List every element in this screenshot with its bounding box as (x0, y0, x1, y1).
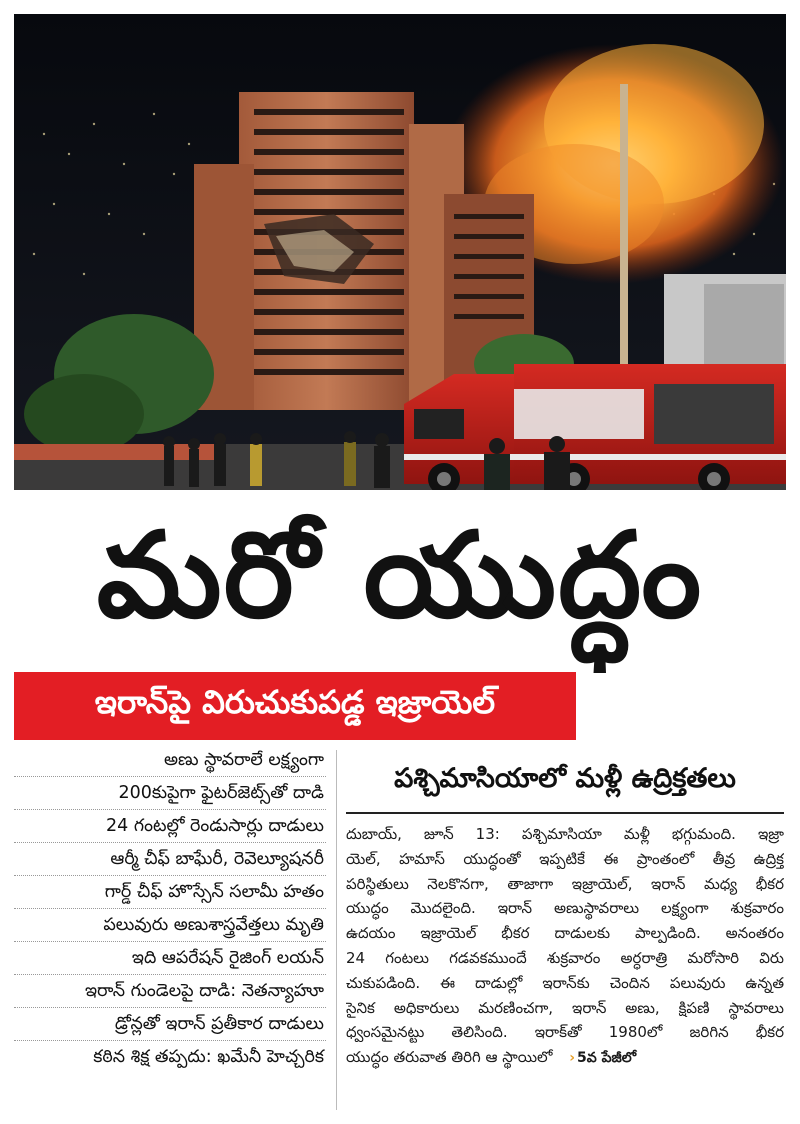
story-line: సైనిక అధికారులు మరణించగా, ఇరాన్ అణు, క్షిపణి స్థావరాలు (346, 998, 784, 1017)
story-last-text: యుద్ధం తరువాత తిరిగి ఆ స్థాయిలో (346, 1048, 553, 1067)
story-body (346, 822, 784, 1071)
story-line: పరిస్థితులు నెలకొనగా, తాజాగా ఇజ్రాయెల్, ఇరాన్ మధ్య భీకర (346, 874, 784, 893)
bullet-item: గార్డ్ చీఫ్ హొస్సేన్ సలామీ హతం (14, 876, 326, 909)
story-line: చుకుపడింది. ఈ దాడుల్లో ఇరాన్‌కు చెందిన పలువురు ఉన్నత (346, 973, 784, 992)
bullet-item: ఇది ఆపరేషన్ రైజింగ్ లయన్ (14, 942, 326, 975)
story-line: 24 గంటలు గడవకముందే శుక్రవారం అర్ధరాత్రి మరోసారి విరు (346, 948, 784, 967)
bullet-item: కఠిన శిక్ష తప్పదు: ఖమేనీ హెచ్చరిక (93, 1047, 324, 1067)
bullet-item: 24 గంటల్లో రెండుసార్లు దాడులు (14, 810, 326, 843)
bullet-item: 200కుపైగా ఫైటర్‌జెట్స్‌తో దాడి (14, 777, 326, 810)
continued-page-label: 5వ పేజీలో (577, 1050, 637, 1067)
bullet-item: అణు స్థావరాలే లక్ష్యంగా (14, 744, 326, 777)
bullet-item: డ్రోన్లతో ఇరాన్ ప్రతీకార దాడులు (14, 1008, 326, 1041)
story-line-last (346, 1045, 784, 1071)
subheadline-banner: ఇరాన్‌పై విరుచుకుపడ్డ ఇజ్రాయెల్ (14, 672, 576, 740)
bullet-item: ఇరాన్ గుండెలపై దాడి: నెతన్యాహూ (14, 975, 326, 1008)
bullet-item: పలువురు అణుశాస్త్రవేత్తలు మృతి (14, 909, 326, 942)
story-line: ధ్వంసమైనట్టు తెలిసింది. ఇరాక్‌తో 1980లో జరిగిన భీకర (346, 1023, 784, 1042)
news-photo (14, 14, 786, 490)
main-headline: మరో యుద్ధం (96, 506, 704, 644)
chevron-right-icon: › (569, 1050, 575, 1067)
news-photo-illustration (14, 14, 786, 490)
bullet-list (14, 744, 326, 1073)
story-heading-rule (346, 812, 784, 814)
column-divider (336, 750, 337, 1110)
story-line: యుద్ధం మొదలైంది. ఇరాన్ అణుస్థావరాలు లక్ష్యంగా శుక్రవారం (346, 899, 784, 918)
story-heading: పశ్చిమాసియాలో మళ్లీ ఉద్రిక్తతలు (394, 763, 736, 794)
continued-on-page-link[interactable] (569, 1050, 636, 1066)
story-line: యెల్, హమాస్ యుద్ధంతో ఇప్పటికే ఈ ప్రాంతంలో తీవ్ర ఉద్రిక్త (346, 849, 784, 868)
story-line: ఉదయం ఇజ్రాయెల్ భీకర దాడులకు పాల్పడింది. అనంతరం (346, 924, 784, 943)
story-line: దుబాయ్, జూన్ 13: పశ్చిమాసియా మళ్లీ భగ్గుమంది. ఇజ్రా (346, 825, 784, 843)
bullet-item: ఆర్మీ చీఫ్ బాఘేరీ, రెవెల్యూషనరీ (14, 843, 326, 876)
